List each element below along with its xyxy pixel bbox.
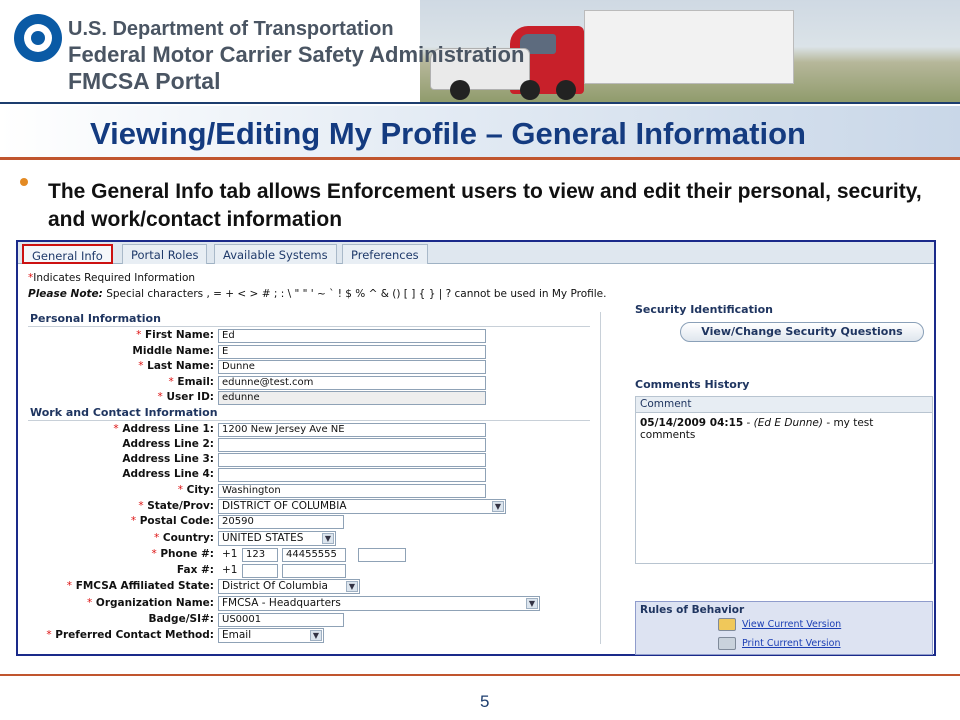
profile-screenshot — [16, 240, 936, 656]
address-line-4-label: Address Line 4: — [122, 468, 214, 480]
middle-name-input[interactable]: E — [218, 345, 486, 359]
tab-bar — [18, 242, 934, 264]
tab-general-info[interactable]: General Info — [22, 244, 113, 264]
organization-name-label: * Organization Name: — [87, 597, 214, 609]
address-line-2-input[interactable] — [218, 438, 486, 452]
address-line-1-input[interactable]: 1200 New Jersey Ave NE — [218, 423, 486, 437]
divider — [28, 420, 590, 421]
bullet-icon — [20, 178, 28, 186]
phone-ext-input[interactable] — [358, 548, 406, 562]
preferred-contact-select[interactable] — [218, 628, 324, 643]
phone-country-code: +1 — [222, 548, 238, 560]
last-name-input[interactable]: Dunne — [218, 360, 486, 374]
postal-code-input[interactable]: 20590 — [218, 515, 344, 529]
printer-icon — [718, 637, 736, 650]
address-line-2-label: Address Line 2: — [122, 438, 214, 450]
email-field[interactable]: edunne@test.com — [218, 376, 486, 390]
affiliated-state-value: District Of Columbia — [222, 580, 328, 592]
comments-table — [635, 396, 933, 564]
rules-of-behavior-title: Rules of Behavior — [640, 604, 745, 616]
table-row: 05/14/2009 04:15 - (Ed E Dunne) - my test comments — [640, 417, 874, 441]
wheel-icon — [556, 80, 576, 100]
special-chars-note: Please Note: Special characters , = + < > # ; : \ " " ' ~ ` ! $ % ^ & () [ ] { } | ? cannot be used in My Profile. — [28, 288, 607, 300]
state-select-value: DISTRICT OF COLUMBIA — [222, 500, 347, 512]
page-number: 5 — [480, 692, 490, 711]
preferred-contact-value: Email — [222, 629, 252, 641]
badge-input[interactable]: US0001 — [218, 613, 344, 627]
address-line-3-label: Address Line 3: — [122, 453, 214, 465]
badge-label: Badge/SI#: — [148, 613, 214, 625]
state-label: * State/Prov: — [138, 500, 214, 512]
chevron-down-icon: ▼ — [526, 598, 538, 609]
divider — [28, 326, 590, 327]
state-select[interactable] — [218, 499, 506, 514]
country-select-value: UNITED STATES — [222, 532, 304, 544]
view-current-version-link[interactable]: View Current Version — [742, 619, 842, 630]
country-select[interactable] — [218, 531, 336, 546]
chevron-down-icon: ▼ — [322, 533, 334, 544]
organization-name-select[interactable] — [218, 596, 540, 611]
work-contact-header: Work and Contact Information — [30, 406, 218, 419]
tab-available-systems[interactable]: Available Systems — [214, 244, 337, 264]
organization-name-value: FMCSA - Headquarters — [222, 597, 341, 609]
middle-name-label: Middle Name: — [132, 345, 214, 357]
footer-rule — [0, 674, 960, 676]
preferred-contact-label: * Preferred Contact Method: — [46, 629, 214, 641]
portal-name: FMCSA Portal — [68, 68, 221, 94]
address-line-4-input[interactable] — [218, 468, 486, 482]
chevron-down-icon: ▼ — [492, 501, 504, 512]
first-name-input[interactable]: Ed — [218, 329, 486, 343]
comment-column-header: Comment — [636, 397, 932, 413]
country-label: * Country: — [153, 532, 214, 544]
email-label: * Email: — [168, 376, 214, 388]
fax-country-code: +1 — [222, 564, 238, 576]
phone-number-input[interactable]: 44455555 — [282, 548, 346, 562]
required-note: *Indicates Required Information — [28, 272, 196, 284]
user-id-label: * User ID: — [157, 391, 214, 403]
affiliated-state-select[interactable] — [218, 579, 360, 594]
folder-icon — [718, 618, 736, 631]
address-line-1-label: * Address Line 1: — [113, 423, 214, 435]
rules-of-behavior-panel — [635, 601, 933, 655]
dot-logo-icon — [14, 14, 62, 62]
last-name-label: * Last Name: — [138, 360, 214, 372]
security-identification-header: Security Identification — [635, 303, 773, 316]
phone-area-input[interactable]: 123 — [242, 548, 278, 562]
fax-area-input[interactable] — [242, 564, 278, 578]
postal-code-label: * Postal Code: — [130, 515, 214, 527]
dept-name: U.S. Department of Transportation — [68, 18, 394, 40]
city-label: * City: — [177, 484, 214, 496]
chevron-down-icon: ▼ — [346, 581, 358, 592]
agency-name: Federal Motor Carrier Safety Administration — [68, 42, 525, 67]
first-name-label: * First Name: — [136, 329, 214, 341]
fax-number-input[interactable] — [282, 564, 346, 578]
wheel-icon — [450, 80, 470, 100]
bullet-text: The General Info tab allows Enforcement users to view and edit their personal, security, and work/contact information — [48, 180, 922, 231]
affiliated-state-label: * FMCSA Affiliated State: — [66, 580, 214, 592]
fax-label: Fax #: — [176, 564, 214, 576]
city-input[interactable]: Washington — [218, 484, 486, 498]
phone-label: * Phone #: — [151, 548, 214, 560]
truck-trailer-image — [584, 10, 794, 84]
print-current-version-link[interactable]: Print Current Version — [742, 638, 841, 649]
header-banner — [0, 0, 960, 104]
user-id-field: edunne — [218, 391, 486, 405]
chevron-down-icon: ▼ — [310, 630, 322, 641]
column-divider — [600, 312, 601, 644]
tab-portal-roles[interactable]: Portal Roles — [122, 244, 207, 264]
slide-title: Viewing/Editing My Profile – General Information — [90, 116, 806, 151]
comments-history-header: Comments History — [635, 378, 750, 391]
personal-info-header: Personal Information — [30, 312, 161, 325]
wheel-icon — [520, 80, 540, 100]
view-change-security-questions-button[interactable]: View/Change Security Questions — [680, 322, 924, 342]
tab-preferences[interactable]: Preferences — [342, 244, 428, 264]
address-line-3-input[interactable] — [218, 453, 486, 467]
